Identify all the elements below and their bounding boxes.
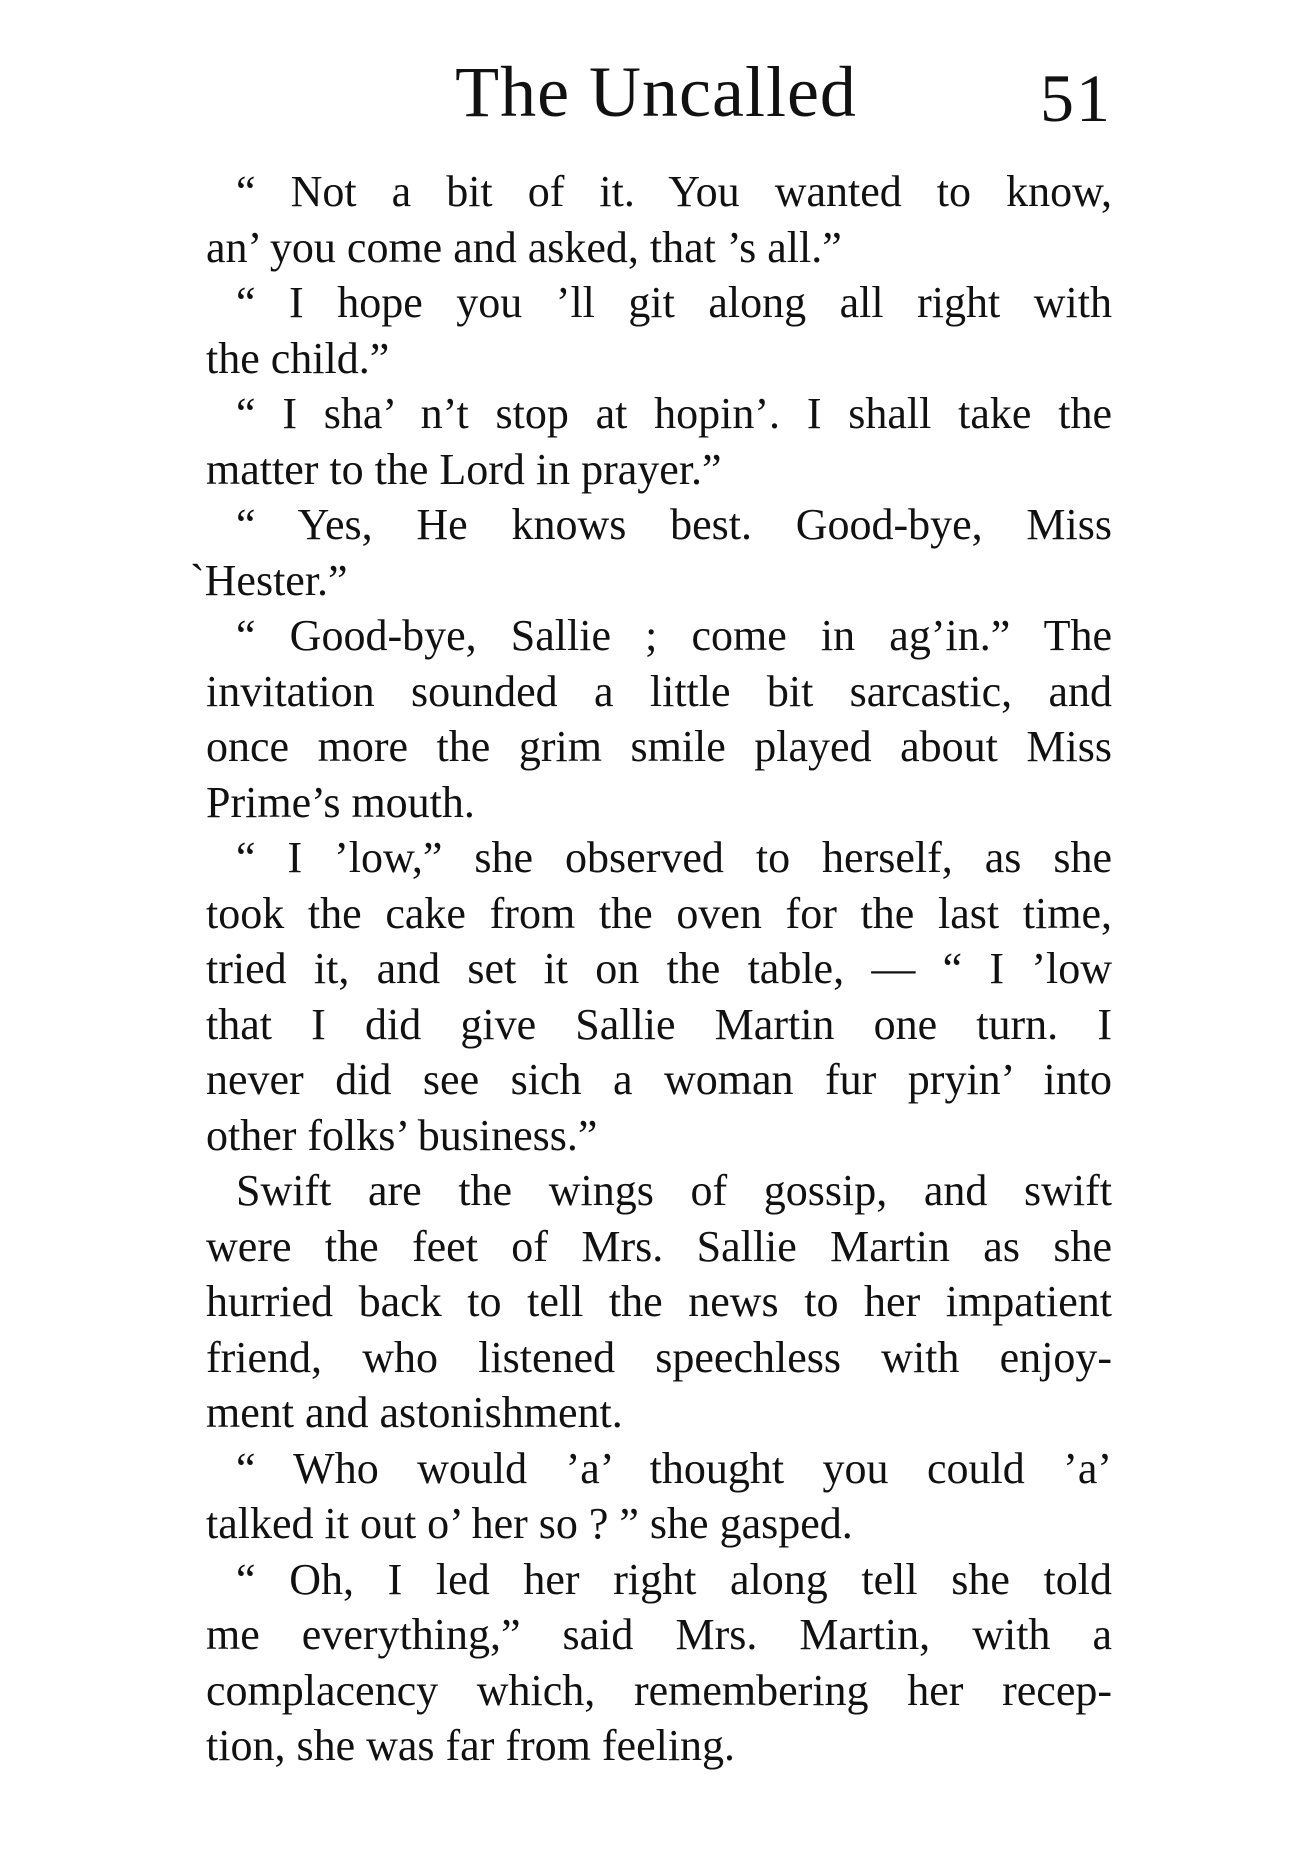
running-head [200,52,1112,136]
text-line: “ Not a bit of it. You wanted to know, [236,167,1112,216]
text-line: matter to the Lord in prayer.” [206,444,722,494]
running-title: The Uncalled [455,52,857,132]
text-line: “ I hope you ’ll git along all right with [236,278,1112,327]
text-line: “ Who would ’a’ thought you could ’a’ [236,1443,1112,1493]
text-line: Swift are the wings of gossip, and swift [236,1166,1112,1215]
text-line: once more the grim smile played about Miss [206,722,1112,771]
text-line: talked it out o’ her so ? ” she gasped. [206,1499,853,1548]
text-line: the child.” [206,333,390,383]
text-line: me everything,” said Mrs. Martin, with a [206,1610,1112,1659]
text-line: tried it, and set it on the table, — “ I ’low [206,944,1112,993]
text-line: were the feet of Mrs. Sallie Martin as she [206,1221,1112,1271]
text-line: never did see sich a woman fur pryin’ into [206,1055,1112,1104]
text-line: hurried back to tell the news to her impatient [206,1277,1112,1326]
text-line: “ I sha’ n’t stop at hopin’. I shall take the [236,389,1112,438]
text-line: tion, she was far from feeling. [206,1721,736,1770]
body-text [190,164,1112,1774]
text-line: ment and astonishment. [206,1388,623,1437]
text-line: “ I ’low,” she observed to herself, as she [236,833,1112,882]
text-line: “ Yes, He knows best. Good-bye, Miss [236,500,1112,549]
text-line: “ Oh, I led her right along tell she told [236,1554,1112,1604]
text-line: complacency which, remembering her recep- [206,1665,1112,1715]
text-line: an’ you come and asked, that ’s all.” [206,222,842,272]
text-line: “ Good-bye, Sallie ; come in ag’in.” The [236,611,1112,660]
text-line: that I did give Sallie Martin one turn. I [206,999,1112,1049]
text-line: other folks’ business.” [206,1110,598,1160]
text-line: friend, who listened speechless with enjoy- [206,1332,1112,1382]
text-line: Prime’s mouth. [206,777,475,827]
text-line: `Hester.” [190,555,348,605]
page-number: 51 [1040,60,1112,136]
text-line: took the cake from the oven for the last time, [206,888,1112,938]
text-line: invitation sounded a little bit sarcastic, and [206,666,1112,716]
